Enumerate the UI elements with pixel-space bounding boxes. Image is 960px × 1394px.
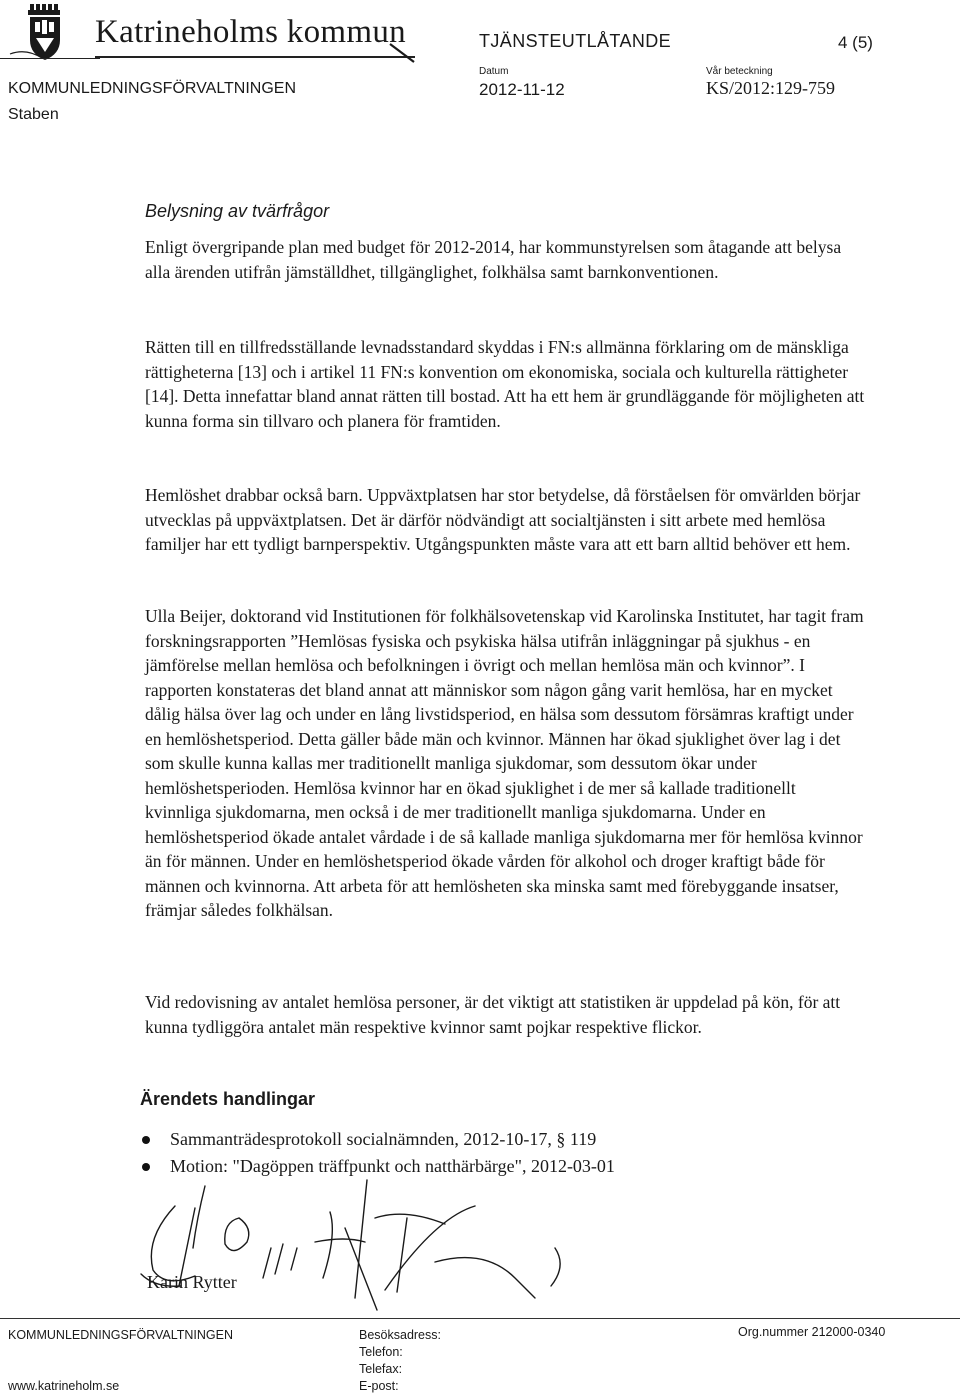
footer-org-number: Org.nummer 212000-0340 xyxy=(738,1325,886,1339)
reference-number: KS/2012:129-759 xyxy=(706,78,836,98)
list-item xyxy=(140,1126,615,1153)
footer-fax-label: Telefax: xyxy=(359,1362,403,1376)
documents-list xyxy=(140,1126,615,1180)
footer-visit-address-label: Besöksadress: xyxy=(359,1328,441,1342)
document-type: TJÄNSTEUTLÅTANDE xyxy=(479,31,672,51)
footer-divider xyxy=(0,1318,960,1319)
department-name: KOMMUNLEDNINGSFÖRVALTNINGEN xyxy=(8,80,297,97)
footer-email-label: E-post: xyxy=(359,1379,399,1393)
documents-heading: Ärendets handlingar xyxy=(140,1089,316,1109)
footer-organization: KOMMUNLEDNINGSFÖRVALTNINGEN xyxy=(8,1328,234,1342)
paragraph: Enligt övergripande plan med budget för 2012-2014, har kommunstyrelsen som åtagande att belysa alla ärenden utifrån jämställdhet, tillgänglighet, folkhälsa samt barnkonventionen. xyxy=(145,237,842,282)
reference-label: Vår beteckning xyxy=(706,66,773,77)
header-rule-left xyxy=(0,58,100,59)
bullet-icon xyxy=(142,1163,150,1171)
document-entry: Motion: "Dagöppen träffpunkt och natthärbärge", 2012-03-01 xyxy=(170,1156,615,1176)
bullet-icon xyxy=(142,1136,150,1144)
footer-website-link[interactable]: www.katrineholm.se xyxy=(8,1379,120,1393)
municipality-name: Katrineholms kommun xyxy=(95,14,406,50)
logo-slash-mark xyxy=(388,40,420,64)
footer-phone-label: Telefon: xyxy=(359,1345,403,1359)
date-label: Datum xyxy=(479,66,509,77)
municipality-underline xyxy=(95,56,415,58)
section-title: Belysning av tvärfrågor xyxy=(145,201,330,221)
page-number: 4 (5) xyxy=(838,33,873,52)
signer-name: Karin Rytter xyxy=(147,1272,237,1292)
municipality-crest-icon xyxy=(8,2,82,64)
list-item xyxy=(140,1153,615,1180)
document-entry: Sammanträdesprotokoll socialnämnden, 2012-10-17, § 119 xyxy=(170,1129,597,1149)
unit-name: Staben xyxy=(8,106,59,123)
paragraph: Hemlöshet drabbar också barn. Uppväxtplatsen har stor betydelse, då förståelsen för omvärlden börjar utvecklas på uppväxtplatsen. Det är därför nödvändigt att socialtjänsten i sitt arbete med hemlösa familjer har ett tydligt barnperspektiv. Utgångspunkten måste vara att ett barn alltid behöver ett hem. xyxy=(145,485,861,554)
paragraph: Vid redovisning av antalet hemlösa personer, är det viktigt att statistiken är uppdelad på kön, för att kunna tydliggöra antalet män respektive kvinnor samt pojkar respektive flickor. xyxy=(145,992,841,1037)
paragraph: Ulla Beijer, doktorand vid Institutionen för folkhälsovetenskap vid Karolinska Institutet, har tagit fram forskningsrapporten ”Hemlösas fysiska och psykiska hälsa utifrån inläggningar på sjukhus - en jämförelse mellan hemlösa och befolkningen i övrigt och mellan hemlösa män och kvinnor”. I rapporten konstateras det bland annat att människor som någon gång varit hemlösa, har en mycket dålig hälsa över lag och under en lång livstidsperiod, en hälsa som dessutom försämras kraftigt under en hemlöshetsperiod. Detta gäller både män och kvinnor. Männen har ökad sjuklighet över lag i det som skulle kunna kallas mer traditionellt manliga sjukdomar, som dessutom ökar under hemlöshetsperioden. Hemlösa kvinnor har en ökad sjuklighet i de mer så kallade traditionellt kvinnliga sjukdomarna, men också i de mer traditionellt manliga sjukdomarna. Under en hemlöshetsperiod ökade antalet vårdade i de så kallade manliga sjukdomarna mer för hemlösa kvinnor än för männen. Under en hemlöshetsperiod ökade vården för alkohol och droger kraftigt både för männen och kvinnorna. Att arbeta för att hemlösheten ska minska samt med förebyggande insatser, främjar således folkhälsan. xyxy=(145,606,864,920)
document-date: 2012-11-12 xyxy=(479,80,565,99)
paragraph: Rätten till en tillfredsställande levnadsstandard skyddas i FN:s allmänna förklaring om de mänskliga rättigheterna [13] och i artikel 11 FN:s konvention om ekonomiska, sociala och kulturella rättigheter [14]. Detta innefattar bland annat rätten till bostad. Att ha ett hem är grundläggande för möjligheten att kunna forma sin tillvaro och planera för framtiden. xyxy=(145,337,865,431)
